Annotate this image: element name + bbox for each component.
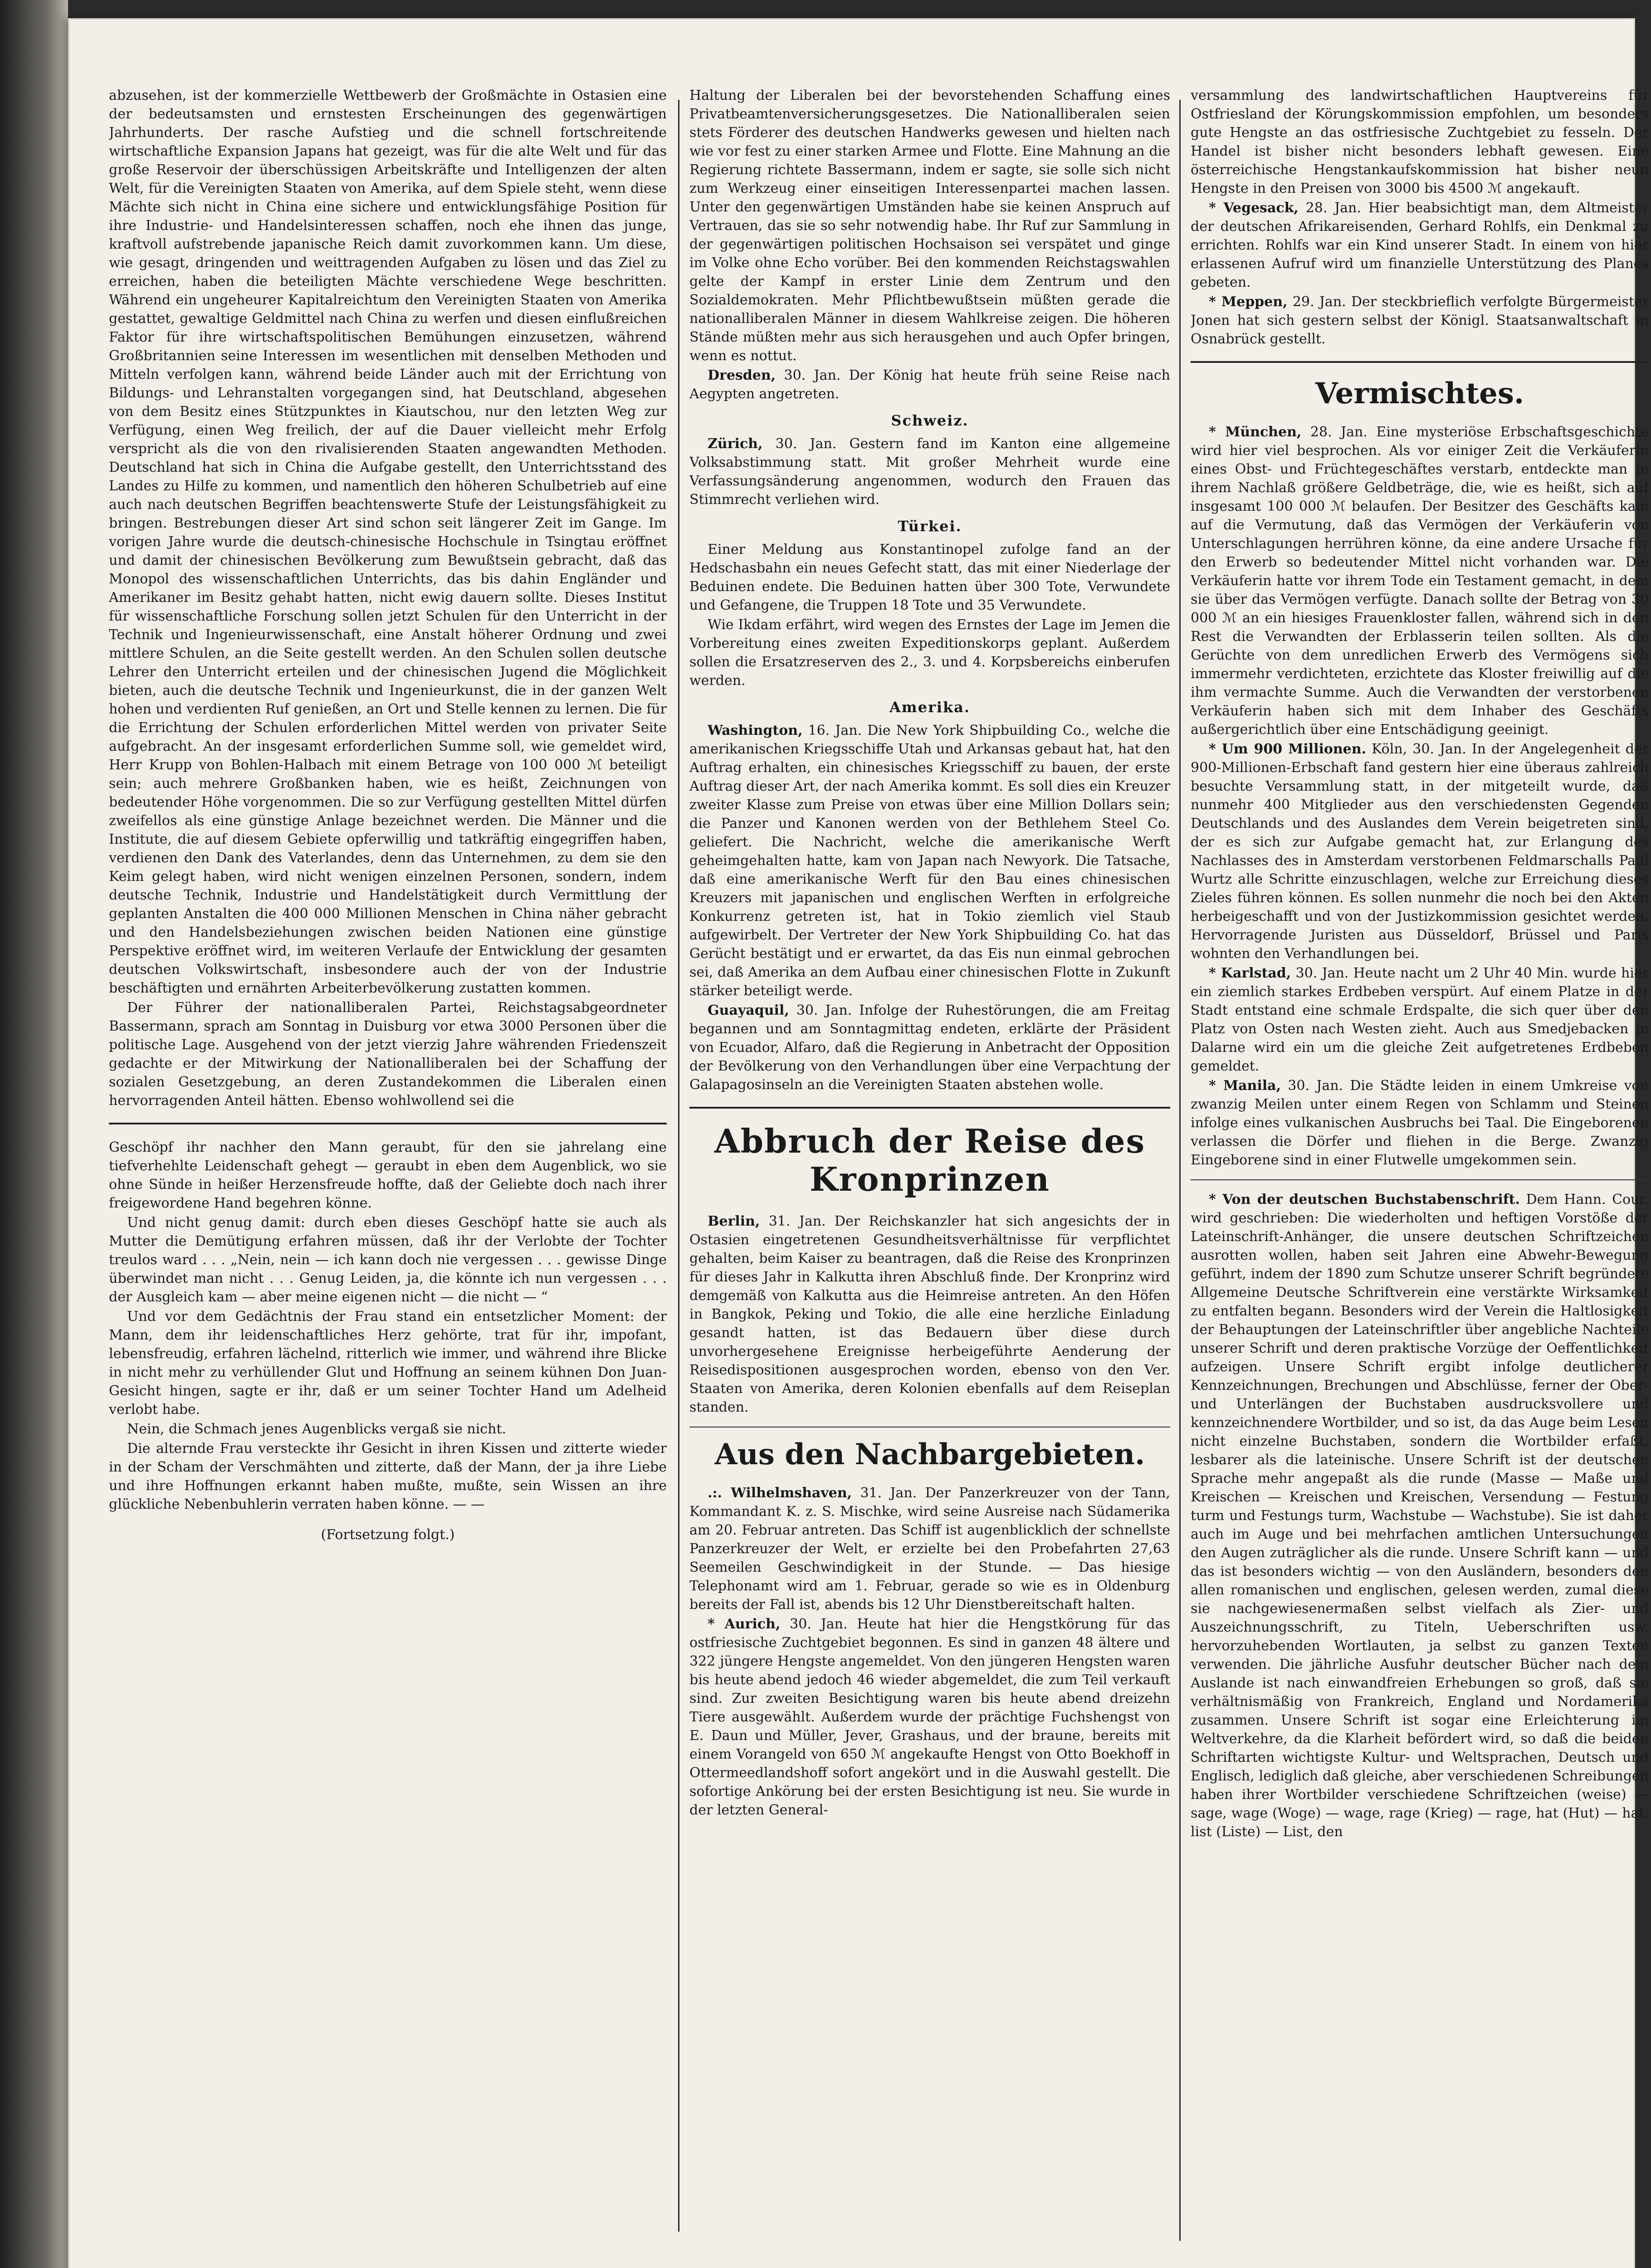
news-muenchen: * München, 28. Jan. Eine mysteriöse Erbschaftsgeschichte wird hier viel besprochen. Als vor einiger Zeit die Verkäuferin eines Obst- und Früchtegeschäftes verstarb, entdeckte man in ihrem Nachlaß größere Geldbeträge, die, wie es heißt, sich auf insgesamt 100 000 ℳ belaufen. Der Besitzer des Geschäfts kam auf die Vermutung, daß das Vermögen der Verkäuferin von Unterschlagungen herrühren könne, da eine andere Ursache für den Erwerb so bedeutender Mittel nicht vorhanden war. Die Verkäuferin hatte vor ihrem Tode ein Testament gemacht, in dem sie über das Vermögen verfügte. Danach sollte der Betrag von 30 000 ℳ an ein hiesiges Frauenkloster fallen, während sich in den Rest die Verwandten der Erblasserin teilen sollten. Als die Gerüchte von dem unredlichen Erwerb des Vermögens sich immermehr verdichteten, erzichtete das Kloster freiwillig auf die ihm vermachte Summe. Auch die Verwandten der verstorbenen Verkäuferin haben sich mit dem Inhaber des Geschäfts außergerichtlich über eine Entschädigung geeinigt. <box>1191 424 1649 738</box>
headline-nachbargebiete: Aus den Nachbargebieten. <box>714 1437 1145 1471</box>
dateline: Berlin, <box>708 1213 760 1229</box>
news-meppen: * Meppen, 29. Jan. Der steckbrieflich verfolgte Bürgermeister Jonen hat sich gestern selbst der Königl. Staatsanwaltschaft in Osnabrück gestellt. <box>1191 294 1649 347</box>
continued-note: (Fortsetzung folgt.) <box>321 1527 455 1543</box>
article-china-schools: abzusehen, ist der kommerzielle Wettbewerb der Großmächte in Ostasien eine der bedeutsamsten und ernstesten Erscheinungen des gegenwärtigen Jahrhunderts. Der rasche Aufstieg und die schnell fortschreitende wirtschaftliche Expansion Japans hat gezeigt, was für die alte Welt und für das große Reservoir der überschüssigen Arbeitskräfte und Intelligenzen der alten Welt, für die Vereinigten Staaten von Amerika, auf dem Spiele steht, wenn diese Mächte sich nicht in China eine sichere und entwicklungsfähige Position für ihre Industrie- und Handelsinteressen schaffen, noch ehe ihnen das junge, kraftvoll aufstrebende japanische Reich damit zuvorkommen kann. Um diese, wie gesagt, dringenden und weittragenden Aufgaben zu lösen und das Ziel zu erreichen, haben die beteiligten Mächte verschiedene Wege beschritten. Während ein ungeheurer Kapitalreichtum den Vereinigten Staaten von Amerika gestattet, gewaltige Geldmittel nach China zu werfen und diesen einflußreichen Faktor für ihre wirtschaftspolitischen Bemühungen einzusetzen, während Großbritannien seine Interessen im wesentlichen mit denselben Methoden und Mitteln verfolgen kann, während beide Länder auch mit der Errichtung von Bildungs- und Lehranstalten vorgegangen sind, hat Deutschland, abgesehen von dem Besitz eines Stützpunktes in Kiautschou, nur den letzten Weg zur Verfügung, einen Weg freilich, der auf die Dauer vielleicht mehr Erfolg verspricht als die von den rivalisierenden Staaten angewandten Methoden. Deutschland hat sich in China die Aufgabe gestellt, den Unterrichtsstand des Landes zu Hilfe zu kommen, und namentlich den höheren Schulbetrieb auf eine auch nach deutschen Begriffen beachtenswerte Stufe der Leistungsfähigkeit zu bringen. Bestrebungen dieser Art sind schon seit längerer Zeit im Gange. Im vorigen Jahre wurde die deutsch-chinesische Hochschule in Tsingtau eröffnet und damit der chinesischen Bevölkerung zum Bewußtsein gebracht, daß das Monopol des wissenschaftlichen Unterrichts, das bis dahin Engländer und Amerikaner im Besitz gehabt hatten, nicht ewig dauern sollte. Dieses Institut für wissenschaftliche Forschung sollen jetzt Schulen für den Unterricht in der Technik und Ingenieurwissenschaft, eine Anstalt höherer Ordnung und zwei mittlere Schulen, an die Seite gestellt werden. An den Schulen sollen deutsche Lehrer den Unterricht erteilen und der chinesischen Jugend die Möglichkeit bieten, auch die deutsche Technik und Ingenieurkunst, die in der ganzen Welt hohen und verdienten Ruf genießen, an Ort und Stelle kennen zu lernen. Die für die Errichtung der Schulen erforderlichen Mittel werden von privater Seite aufgebracht. An der insgesamt erforderlichen Summe soll, wie gemeldet wird, Herr Krupp von Bohlen-Halbach mit einem Betrage von 100 000 ℳ beteiligt sein; auch mehrere Großbanken haben, wie es heißt, Zeichnungen von bedeutender Höhe vorgenommen. Die so zur Verfügung gestellten Mittel dürfen zweifellos als eine günstige Anlage bezeichnet werden. Die Männer und die Institute, die auf diesem Gebiete opferwillig und tatkräftig eingegriffen haben, verdienen den Dank des Vaterlandes, denn das Unternehmen, zu dem sie den Keim gelegt haben, wird nicht wenigen einzelnen Personen, sondern, indem deutsche Technik, Industrie und Handelstätigkeit durch Vermittlung der geplanten Anstalten die 400 000 Millionen Menschen in China näher gebracht und den Handelsbeziehungen zwischen beiden Nationen eine günstige Perspektive eröffnet wird, im weiteren Verlaufe der Entwicklung der gesamten deutschen Volkswirtschaft, insbesondere auch der von der Industrie beschäftigten und ernährten Arbeiterbevölkerung zustatten kommen. <box>109 88 667 996</box>
news-vegesack: * Vegesack, 28. Jan. Hier beabsichtigt man, dem Altmeister der deutschen Afrikareisenden, Gerhard Rohlfs, ein Denkmal zu errichten. Rohlfs war ein Kind unserer Stadt. In einem von hier erlassenen Aufruf wird um finanzielle Unterstützung des Planes gebeten. <box>1191 200 1649 290</box>
news-manila: * Manila, 30. Jan. Die Städte leiden in einem Umkreise von zwanzig Meilen unter einem Regen von Schlamm und Steinen infolge eines vulkanischen Ausbruchs bei Taal. Die Eingeborenen verlassen die Dörfer und fliehen in die Berge. Zwanzig Eingeborene sind in einer Flutwelle umgekommen sein. <box>1191 1078 1649 1168</box>
news-aurich: * Aurich, 30. Jan. Heute hat hier die Hengstkörung für das ostfriesische Zuchtgebiet begonnen. Es sind in ganzen 48 ältere und 322 jüngere Hengste angemeldet. Von den jüngeren Hengsten waren bis heute abend jedoch 46 wieder abgemeldet, die zum Teil verkauft sind. Zur zweiten Besichtigung waren bis heute abend dreizehn Tiere ausgewählt. Außerdem wurde der prächtige Fuchshengst von E. Daun und Müller, Jever, Grashaus, und der braune, bereits mit einem Vorangeld von 650 ℳ angekaufte Hengst von Otto Boekhoff in Ottermeedlandshoff sofort angekört und in die Auswahl gestellt. Die sofortige Ankörung bei der ersten Besichtigung ist neu. Sie wurde in der letzten General- <box>689 1616 1170 1818</box>
column-2 <box>689 86 1170 2268</box>
news-guayaquil: Guayaquil, 30. Jan. Infolge der Ruhestörungen, die am Freitag begannen und am Sonntagmittag endeten, erklärte der Präsident von Ecuador, Alfaro, daß die Regierung in Anbetracht der Opposition der Bevölkerung von den Verhandlungen über eine Verpachtung der Galapagosinseln an die Vereinigten Staaten abstehen wolle. <box>689 1002 1170 1093</box>
dateline: * München, <box>1209 424 1302 440</box>
column-1 <box>109 86 667 2268</box>
column-rule-2 <box>1179 100 1181 2241</box>
section-amerika: Amerika. <box>889 699 971 716</box>
dateline: * Aurich, <box>708 1616 781 1632</box>
column-3 <box>1191 86 1649 2268</box>
article-bassermann-cont: Haltung der Liberalen bei der bevorstehenden Schaffung eines Privatbeamtenversicherungsgesetzes. Die Nationalliberalen seien stets Förderer des deutschen Handwerks gewesen und hielten nach wie vor fest zu einer starken Armee und Flotte. Eine Mahnung an die Regierung richtete Bassermann, indem er sagte, sie solle sich nicht zum Werkzeug einer einseitigen Interessenpartei machen lassen. Unter den gegenwärtigen Umständen habe sie keinen Anspruch auf Vertrauen, das sie so sehr notwendig habe. Ihr Ruf zur Sammlung in der gegenwärtigen politischen Hochsaison sei verspätet und ginge im Volke ohne Echo vorüber. Bei den kommenden Reichstagswahlen gelte der Kampf in erster Linie dem Zentrum und den Sozialdemokraten. Mehr Pflichtbewußtsein müßten gerade die nationalliberalen Männer in diesem Wahlkreise zeigen. Die höheren Stände müßten mehr aus sich herausgehen und auch Opfer bringen, wenn es nottut. <box>689 88 1170 364</box>
page-edge-shadow <box>0 0 68 2268</box>
column-rule-1 <box>678 100 679 2232</box>
news-washington: Washington, 16. Jan. Die New York Shipbuilding Co., welche die amerikanischen Kriegsschiffe Utah und Arkansas gebaut hat, hat den Auftrag erhalten, ein chinesisches Kriegsschiff zu bauen, der erste Auftrag dieser Art, der nach Amerika kommt. Es soll dies ein Kreuzer zweiter Klasse zum Preise von etwas über eine Million Dollars sein; die Panzer und Kanonen werden von der Bethlehem Steel Co. geliefert. Die Nachricht, welche die amerikanische Werft geheimgehalten hatte, kam von Japan nach Newyork. Die Tatsache, daß eine amerikanische Werft für den Bau eines chinesischen Kreuzers mit japanischen und englischen Werften in erfolgreiche Konkurrenz getreten ist, hat in Tokio ziemlich viel Staub aufgewirbelt. Der Vertreter der New York Shipbuilding Co. hat das Gerücht bestätigt und er erwartet, da das Eis nun einmal gebrochen sei, daß Amerika an dem Aufbau einer chinesischen Flotte in Zukunft stärker beteiligt werde. <box>689 723 1170 999</box>
dateline: Washington, <box>708 723 803 738</box>
article-bassermann: Der Führer der nationalliberalen Partei, Reichstagsabgeordneter Bassermann, sprach am Sonntag in Duisburg vor etwa 3000 Personen über die politische Lage. Ausgehend von der jetzt vierzig Jahre währenden Friedenszeit gedachte er der Mitwirkung der Nationalliberalen bei der Schaffung der sozialen Gesetzgebung, an deren Zustandekommen die Liberalen einen hervorragenden Anteil hätten. Ebenso wohlwollend sei die <box>109 1000 667 1109</box>
divider <box>1191 1179 1649 1180</box>
news-berlin: Berlin, 31. Jan. Der Reichskanzler hat sich angesichts der in Ostasien eingetretenen Gesundheitsverhältnisse für verpflichtet gehalten, beim Kaiser zu beantragen, daß die Reise des Kronprinzen für dieses Jahr in Kalkutta ihren Abschluß finde. Der Kronprinz wird demgemäß von Kalkutta aus die Heimreise antreten. An den Höfen in Bangkok, Peking und Tokio, die alle eine herzliche Einladung gesandt hatten, ist das Bedauern über diese durch unvorhergesehene Ereignisse herbeigeführte Aenderung der Reisedispositionen ausgesprochen worden, ebenso von den Ver. Staaten von Amerika, deren Kolonien ebenfalls auf dem Reiseplan standen. <box>689 1213 1170 1415</box>
news-um-900-millionen: * Um 900 Millionen. Köln, 30. Jan. In der Angelegenheit der 900-Millionen-Erbschaft fand gestern hier eine überaus zahlreich besuchte Versammlung statt, in der mitgeteilt wurde, daß nunmehr 400 Mitglieder aus den verschiedensten Gegenden Deutschlands und des Auslandes dem Verein beigetreten sind, der es sich zur Aufgabe gemacht hat, zur Erlangung des Nachlasses des in Amsterdam verstorbenen Feldmarschalls Paul Wurtz alle Schritte einzuschlagen, welche zur Erreichung dieses Zieles führen können. Es sollen nunmehr die noch bei den Akten herbeigeschafft und von der Justizkommission gesichtet werden. Hervorragende Juristen aus Düsseldorf, Brüssel und Paris wohnten den Verhandlungen bei. <box>1191 741 1649 962</box>
dateline: * Manila, <box>1209 1078 1281 1094</box>
dateline: * Von der deutschen Buchstabenschrift. <box>1209 1192 1520 1207</box>
dateline: Dresden, <box>708 367 776 383</box>
feuilleton-para-2: Und nicht genug damit: durch eben dieses Geschöpf hatte sie auch als Mutter die Demütigung erfahren müssen, daß ihr der Verlobte der Tochter treulos ward . . . „Nein, nein — ich kann doch nie vergessen . . . gewisse Dinge überwindet man nicht . . . Genug Leiden, ja, die könnte ich nun vergessen . . . der Ausgleich kam — aber meine eigenen nicht — die nicht — “ <box>109 1215 667 1305</box>
news-zuerich: Zürich, 30. Jan. Gestern fand im Kanton eine allgemeine Volksabstimmung statt. Mit großer Mehrheit wurde eine Verfassungsänderung angenommen, wodurch den Frauen das Stimmrecht verliehen wird. <box>689 436 1170 508</box>
news-aurich-cont: versammlung des landwirtschaftlichen Hauptvereins für Ostfriesland der Körungskommission empfohlen, um besonders gute Hengste an das ostfriesische Zuchtgebiet zu fesseln. Der Handel ist bisher nicht besonders lebhaft gewesen. Eine österreichische Hengstankaufskommission hat bisher neun Hengste in den Preisen von 3000 bis 4500 ℳ angekauft. <box>1191 88 1649 196</box>
news-tuerkei-1: Einer Meldung aus Konstantinopel zufolge fand an der Hedschasbahn ein neues Gefecht statt, das mit einer Niederlage der Beduinen endete. Die Beduinen hatten über 300 Tote, Verwundete und Gefangene, die Truppen 18 Tote und 35 Verwundete. <box>689 542 1170 613</box>
headline-abbruch: Abbruch der Reise des Kronprinzen <box>714 1122 1146 1198</box>
dateline: Guayaquil, <box>708 1002 789 1018</box>
feuilleton-para-1: Geschöpf ihr nachher den Mann geraubt, für den sie jahrelang eine tiefverhehlte Leidenschaft gehegt — geraubt in eben dem Augenblick, wo sie ohne Sünde in heißer Herzensfreude hoffte, daß der Geliebte doch nach ihrer freigewordene Hand begehren könne. <box>109 1139 667 1211</box>
section-schweiz: Schweiz. <box>891 412 969 429</box>
news-buchstabenschrift: * Von der deutschen Buchstabenschrift. Dem Hann. Cour. wird geschrieben: Die wiederholten und heftigen Vorstöße der Lateinschrift-Anhänger, die unsere deutschen Schriftzeichen ausrotten wollen, haben seit Jahren eine Abwehr-Bewegung geführt, indem der 1890 zum Schutze unserer Schrift begründete Allgemeine Deutsche Schriftverein eine verstärkte Wirksamkeit zu entfalten begann. Besonders wird der Verein die Haltlosigkeit der Behauptungen der Lateinschriftler über angebliche Nachteile unserer Schrift und deren praktische Vorzüge der Oeffentlichkeit aufzeigen. Unsere Schrift ergibt infolge deutlicherer Kennzeichnungen, Brechungen und Abschlüsse, ferner der Ober- und Unterlängen der Buchstaben ausdrucksvollere und kennzeichnendere Wortbilder, und so ist, da das Auge beim Lesen nicht einzelne Buchstaben, sondern die Wortbilder erfaßt, lesbarer als die lateinische. Unsere Schrift ist der deutschen Sprache mehr angepaßt als die runde (Masse — Maße und Kreischen — Kreischen und Kreischen, Versendung — Festung turm und Festungs turm, Wachstube — Wachstube). Sie ist daher auch im Auge und bei mehrfachen amtlichen Untersuchungen den Augen zuträglicher als die runde. Unsere Schrift kann — und das ist besonders wichtig — von den Ausländern, besonders den allen romanischen und englischen, gelesen werden, zumal diese sie nachgewiesenermaßen selbst vielfach als Zier- und Auszeichnungsschrift, zu Titeln, Ueberschriften usw. hervorzuhebenden Wortlauten, ja selbst zu ganzen Texten verwenden. Die jährliche Ausfuhr deutscher Bücher nach dem Auslande ist nach einwandfreien Erhebungen so groß, daß sie verhältnismäßig von Frankreich, England und Nordamerika zusammen. Unsere Schrift ist sogar eine Erleichterung im Weltverkehre, da die Klarheit befördert wird, so daß die beiden Schriftarten wichtigste Kultur- und Weltsprachen, Deutsch und Englisch, lediglich daß gleiche, aber verschiedenen Schreibungen haben ihrer Wortbilder verschiedene Schriftzeichen (weise) — sage, wage (Woge) — wage, rage (Krieg) — rage, hat (Hut) — hat, list (Liste) — List, den <box>1191 1192 1649 1840</box>
section-tuerkei: Türkei. <box>898 518 962 535</box>
news-dresden: Dresden, 30. Jan. Der König hat heute früh seine Reise nach Aegypten angetreten. <box>689 367 1170 402</box>
feuilleton-para-4: Nein, die Schmach jenes Augenblicks vergaß sie nicht. <box>127 1421 507 1437</box>
news-karlstad: * Karlstad, 30. Jan. Heute nacht um 2 Uhr 40 Min. wurde hier ein ziemlich starkes Erdbeben verspürt. Auf einem Platze in der Stadt entstand eine schmale Erdspalte, die sich quer über den Platz von Osten nach Westen zieht. Auch aus Smedjebacken in Dalarne wird ein um die gleiche Zeit aufgetretenes Erdbeben gemeldet. <box>1191 965 1649 1074</box>
dateline: * Vegesack, <box>1209 200 1299 216</box>
dateline: * Karlstad, <box>1209 965 1291 981</box>
divider <box>109 1123 667 1124</box>
dateline: .:. Wilhelmshaven, <box>708 1485 852 1501</box>
dateline: * Meppen, <box>1209 294 1288 310</box>
dateline: * Um 900 Millionen. <box>1209 741 1367 757</box>
news-wilhelmshaven: .:. Wilhelmshaven, 31. Jan. Der Panzerkreuzer von der Tann, Kommandant K. z. S. Mischke, wird seine Ausreise nach Südamerika am 20. Februar antreten. Das Schiff ist augenblicklich der schnellste Panzerkreuzer der Welt, er erzielte bei den Probefahrten 27,63 Seemeilen Geschwindigkeit in der Stunde. — Das hiesige Telephonamt wird am 1. Februar, gerade so wie es in Oldenburg bereits der Fall ist, abends bis 12 Uhr Dienstbereitschaft halten. <box>689 1485 1170 1613</box>
divider <box>1191 361 1649 363</box>
dateline: Zürich, <box>708 436 763 452</box>
headline-vermischtes: Vermischtes. <box>1315 376 1524 411</box>
feuilleton-para-5: Die alternde Frau versteckte ihr Gesicht in ihren Kissen und zitterte wieder in der Scham der Verschmähten und zitterte, daß der Mann, der ja ihre Liebe und ihre Hoffnungen erkannt haben mußte, mußte, sein Wissen an ihre glückliche Nebenbuhlerin verraten haben könne. — — <box>109 1441 667 1512</box>
feuilleton-para-3: Und vor dem Gedächtnis der Frau stand ein entsetzlicher Moment: der Mann, dem ihr leidenschaftliches Herz gehörte, trat für ihr, impofant, lebensfreudig, erfahren lächelnd, ritterlich wie immer, und während ihre Blicke in nicht mehr zu verhüllender Glut und Hoffnung an seinem kühnen Don Juan-Gesicht hingen, sagte er ihr, daß er um seiner Tochter Hand um Adelheid verlobt habe. <box>109 1309 667 1418</box>
divider <box>689 1107 1170 1109</box>
news-tuerkei-2: Wie Ikdam erfährt, wird wegen des Ernstes der Lage im Jemen die Vorbereitung eines zweiten Expeditionskorps geplant. Außerdem sollen die Ersatzreserven des 2., 3. und 4. Korpsbereichs einberufen werden. <box>689 617 1170 689</box>
